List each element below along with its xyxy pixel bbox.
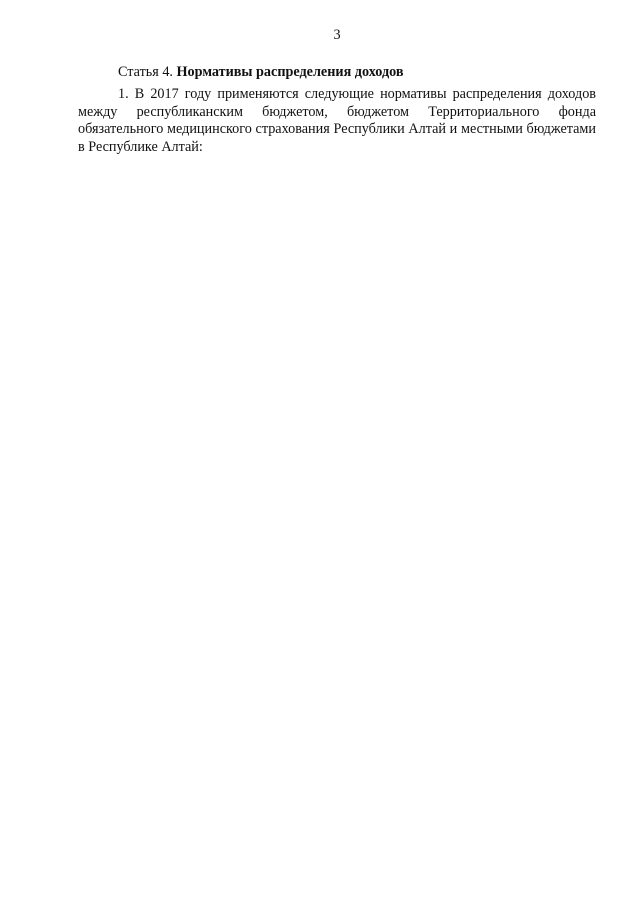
page-number: 3 bbox=[333, 27, 341, 43]
article-4-point-1: 1. В 2017 году применяются следующие нормативы распределения доходов между республиканским бюджетом, бюджетом Территориального фонда обязательного медицинского страхования Республики Алтай и местными бюджетами в Республике Алтай: bbox=[78, 86, 596, 155]
article-4-title: Нормативы распределения доходов bbox=[176, 63, 404, 80]
article-4-heading bbox=[78, 64, 596, 82]
article-4-label: Статья 4. bbox=[118, 63, 177, 80]
